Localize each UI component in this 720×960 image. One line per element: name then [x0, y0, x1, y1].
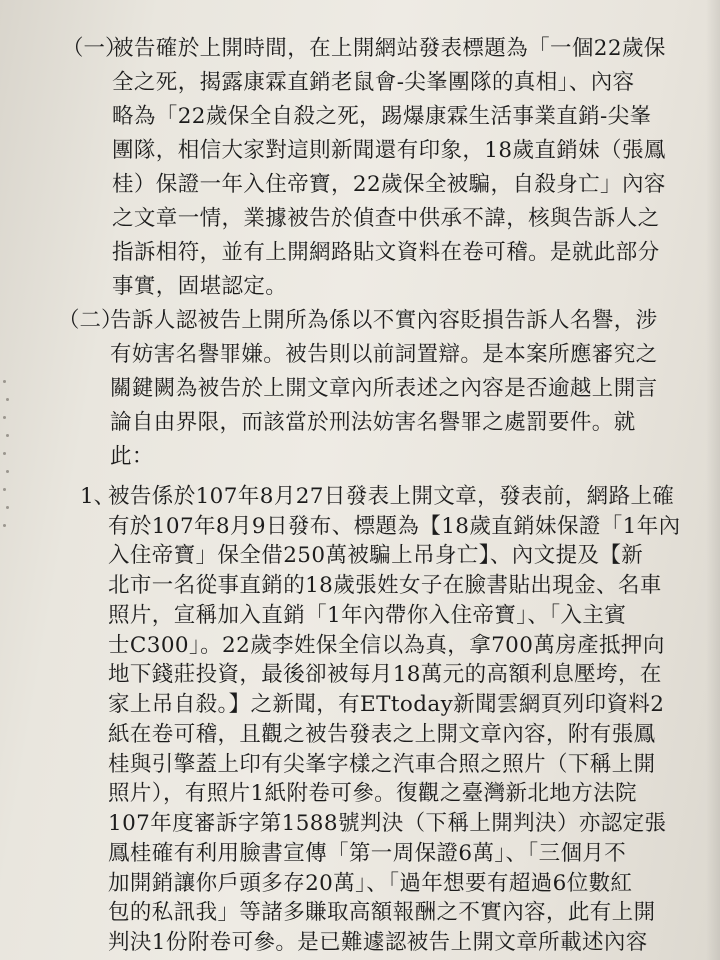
section-1-line: 被告確於上開時間，在上開網站發表標題為「一個22歲保	[112, 36, 666, 61]
item-1-line: 士C300」。22歲李姓保全信以為真，拿700萬房產抵押向	[108, 632, 665, 658]
item-1-line: 有於107年8月9日發布、標題為【18歲直銷妹保證「1年內	[108, 513, 681, 539]
item-1-line: 107年度審訴字第1588號判決（下稱上開判決）亦認定張	[108, 811, 667, 837]
section-2-line: 有妨害名譽罪嫌。被告則以前詞置辯。是本案所應審究之	[110, 342, 658, 367]
section-1-number: （一）	[62, 36, 127, 61]
section-1-line: 事實，固堪認定。	[112, 274, 288, 299]
page-edge-shadow	[706, 0, 720, 960]
section-1-line: 桂）保證一年入住帝寶，22歲保全被騙，自殺身亡」內容	[112, 172, 666, 197]
section-1-line: 之文章一情，業據被告於偵查中供承不諱，核與告訴人之	[112, 206, 660, 231]
section-2-line: 此：	[110, 444, 154, 469]
item-1-line: 加開銷讓你戶頭多存20萬」、「過年想要有超過6位數紅	[108, 870, 633, 896]
item-1-line: 紙在卷可稽，且觀之被告發表之上開文章內容，附有張鳳	[108, 721, 656, 747]
item-1-line: 包的私訊我」等諸多賺取高額報酬之不實內容，此有上開	[108, 900, 656, 926]
item-1-line: 照片，宣稱加入直銷「1年內帶你入住帝寶」、「入主賓	[108, 602, 627, 628]
section-1-line: 全之死，揭露康霖直銷老鼠會-尖峯團隊的真相」、內容	[112, 70, 635, 95]
item-1-line: 家上吊自殺。】之新聞，有ETtoday新聞雲網頁列印資料2	[108, 692, 665, 718]
section-2-line: 告訴人認被告上開所為係以不實內容貶損告訴人名譽，涉	[110, 308, 658, 333]
item-1-line: 地下錢莊投資，最後卻被每月18萬元的高額利息壓垮，在	[108, 662, 662, 688]
section-2-line: 關鍵闕為被告於上開文章內所表述之內容是否逾越上開言	[110, 376, 658, 401]
item-1-line: 入住帝寶」保全借250萬被騙上吊身亡】、內文提及【新	[108, 543, 644, 569]
section-2-line: 論自由界限，而該當於刑法妨害名譽罪之處罰要件。就	[110, 410, 636, 435]
section-1-line: 略為「22歲保全自殺之死，踢爆康霖生活事業直銷-尖峯	[112, 104, 652, 129]
item-1-line: 北市一名從事直銷的18歲張姓女子在臉書貼出現金、名車	[108, 573, 662, 599]
item-1-line: 被告係於107年8月27日發表上開文章，發表前，網路上確	[108, 484, 675, 509]
item-1-line: 判決1份附卷可參。是已難遽認被告上開文章所載述內容	[108, 930, 648, 955]
section-2-number: （二）	[58, 308, 123, 333]
section-1-line: 指訴相符，並有上開網路貼文資料在卷可稽。是就此部分	[112, 240, 660, 265]
item-1-number: 1、	[80, 484, 116, 509]
binding-holes	[0, 380, 12, 560]
item-1-line: 照片），有照片1紙附卷可參。復觀之臺灣新北地方法院	[108, 781, 637, 807]
section-1-line: 團隊，相信大家對這則新聞還有印象，18歲直銷妹（張鳳	[112, 138, 666, 163]
item-1-line: 鳳桂確有利用臉書宣傳「第一周保證6萬」、「三個月不	[108, 840, 627, 866]
item-1-line: 桂與引擎蓋上印有尖峯字樣之汽車合照之照片（下稱上開	[108, 751, 656, 777]
